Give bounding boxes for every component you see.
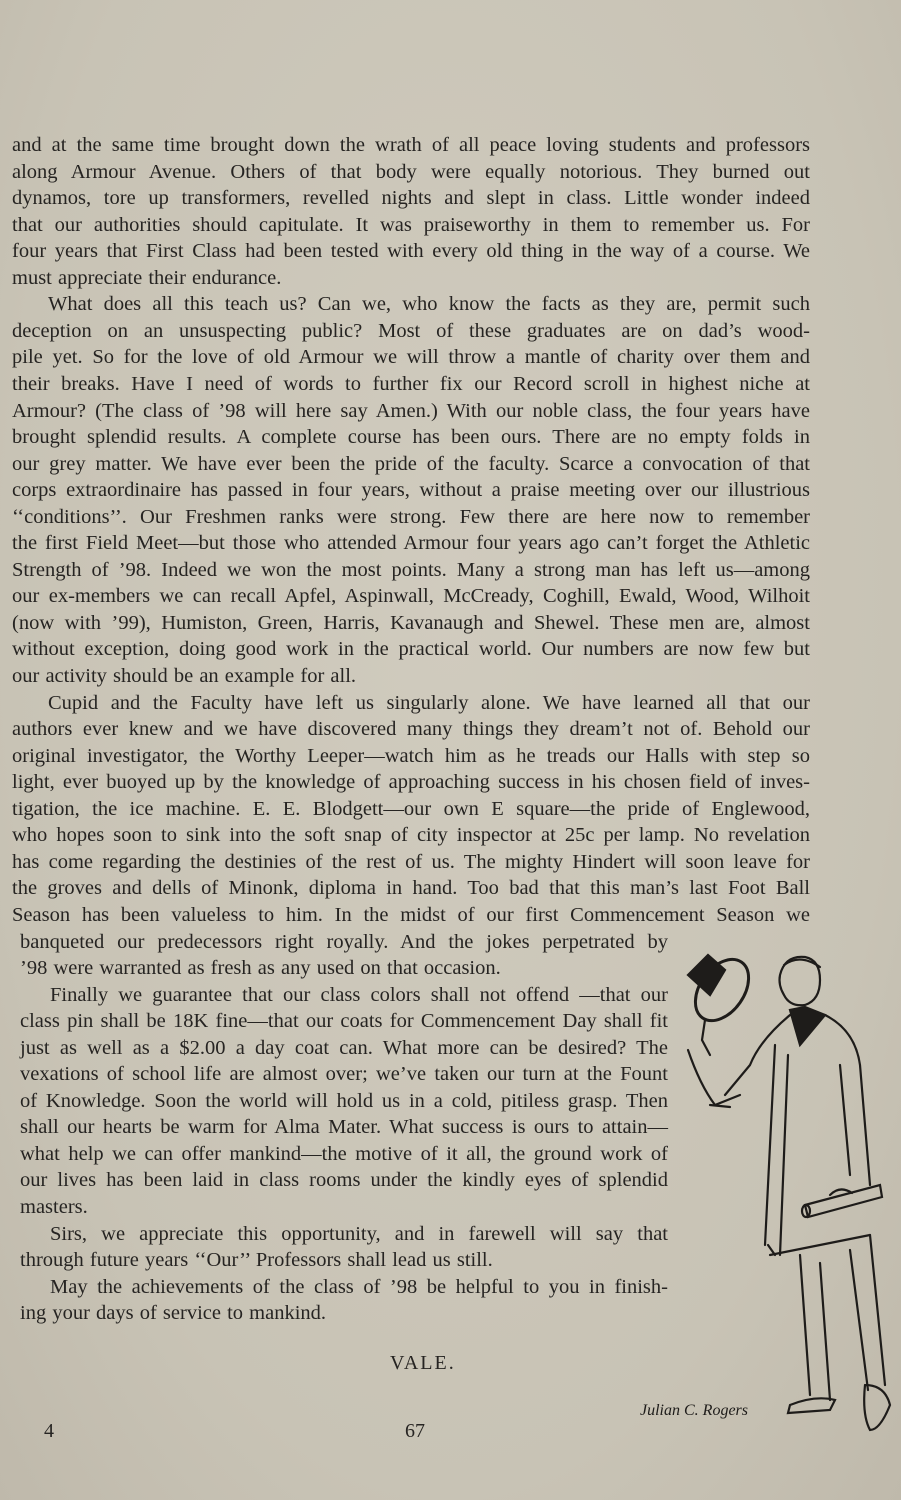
text-line: authors ever knew and we have discovered many things they dream’t not of. Behold our: [12, 718, 810, 741]
text-line: ing your days of service to mankind.: [20, 1302, 327, 1325]
page-number: 67: [405, 1420, 425, 1442]
text-line: pile yet. So for the love of old Armour we will throw a mantle of charity over them and: [12, 346, 810, 369]
text-line: has come regarding the destinies of the rest of us. The mighty Hindert will soon leave for: [12, 850, 810, 873]
text-line: banqueted our predecessors right royally. And the jokes perpetrated by: [20, 930, 668, 953]
text-line: without exception, doing good work in the practical world. Our numbers are now few but: [12, 638, 810, 661]
text-line: and at the same time brought down the wrath of all peace loving students and professors: [12, 134, 810, 156]
text-line: the first Field Meet—but those who attended Armour four years ago can’t forget the Athletic: [12, 532, 810, 555]
text-line: light, ever buoyed up by the knowledge of approaching success in his chosen field of inves-: [12, 771, 810, 794]
text-line: masters.: [20, 1196, 88, 1218]
text-line: ’98 were warranted as fresh as any used on that occasion.: [20, 957, 501, 980]
text-line: May the achievements of the class of ’98 be helpful to you in finish-: [50, 1275, 668, 1298]
text-line: vexations of school life are almost over; we’ve taken our turn at the Fount: [20, 1063, 668, 1086]
text-line: shall our hearts be warm for Alma Mater. What success is ours to attain—: [20, 1116, 668, 1139]
text-line: ‘‘conditions’’. Our Freshmen ranks were strong. Few there are here now to remember: [12, 505, 810, 528]
text-line: corps extraordinaire has passed in four years, without a praise meeting over our illustrious: [12, 479, 810, 502]
footer-mark: 4: [44, 1420, 54, 1442]
text-line: what help we can offer mankind—the motive of it all, the ground work of: [20, 1142, 668, 1165]
text-line: the groves and dells of Minonk, diploma in hand. Too bad that this man’s last Foot Ball: [12, 877, 810, 900]
text-line: just as well as a $2.00 a day coat can. What more can be desired? The: [20, 1036, 668, 1059]
closing-vale: VALE.: [390, 1352, 456, 1374]
top-hat-icon: [684, 950, 759, 1031]
text-line: our ex-members we can recall Apfel, Aspinwall, McCready, Coghill, Ewald, Wood, Wilhoit: [12, 585, 810, 608]
text-line: brought splendid results. A complete course has been ours. There are no empty folds in: [12, 426, 810, 449]
head: [780, 957, 821, 1005]
text-line: of Knowledge. Soon the world will hold us in a cold, pitiless grasp. Then: [20, 1089, 668, 1112]
text-line: tigation, the ice machine. E. E. Blodgett—our own E square—the pride of Englewood,: [12, 797, 810, 820]
text-line: Cupid and the Faculty have left us singularly alone. We have learned all that our: [48, 691, 810, 714]
text-line: along Armour Avenue. Others of that body were equally notorious. They burned out: [12, 160, 810, 183]
text-line: dynamos, tore up transformers, revelled nights and slept in class. Little wonder indeed: [12, 187, 810, 210]
text-line: must appreciate their endurance.: [12, 266, 282, 289]
text-line: original investigator, the Worthy Leeper—watch him as he treads our Halls with step so: [12, 744, 810, 767]
text-line: Armour? (The class of ’98 will here say Amen.) With our noble class, the four years have: [12, 399, 810, 422]
illustration-man-tipping-hat: [640, 945, 895, 1445]
text-line: Finally we guarantee that our class colors shall not offend —that our: [50, 983, 668, 1006]
text-line: What does all this teach us? Can we, who know the facts as they are, permit such: [48, 293, 810, 316]
text-line: our activity should be an example for all.: [12, 665, 357, 687]
text-line: Strength of ’98. Indeed we won the most points. Many a strong man has left us—among: [12, 558, 810, 581]
text-line: who hopes soon to sink into the soft snap of city inspector at 25c per lamp. No revelation: [12, 824, 810, 847]
text-line: that our authorities should capitulate. It was praiseworthy in them to remember us. For: [12, 213, 810, 236]
text-line: their breaks. Have I need of words to further fix our Record scroll in highest niche at: [12, 372, 810, 395]
text-line: deception on an unsuspecting public? Most of these graduates are on dad’s wood-: [12, 319, 810, 342]
text-line: through future years ‘‘Our’’ Professors shall lead us still.: [20, 1249, 493, 1272]
text-line: class pin shall be 18K fine—that our coats for Commencement Day shall fit: [20, 1010, 668, 1033]
text-line: Sirs, we appreciate this opportunity, and in farewell will say that: [50, 1222, 668, 1245]
artist-signature: Julian C. Rogers: [640, 1402, 748, 1419]
text-line: Season has been valueless to him. In the midst of our first Commencement Season we: [12, 903, 810, 926]
text-line: four years that First Class had been tested with every old thing in the way of a course. We: [12, 240, 810, 263]
text-line: our lives has been laid in class rooms under the kindly eyes of splendid: [20, 1169, 668, 1192]
text-line: our grey matter. We have ever been the pride of the faculty. Scarce a convocation of that: [12, 452, 810, 475]
text-line: (now with ’99), Humiston, Green, Harris, Kavanaugh and Shewel. These men are, almost: [12, 611, 810, 634]
